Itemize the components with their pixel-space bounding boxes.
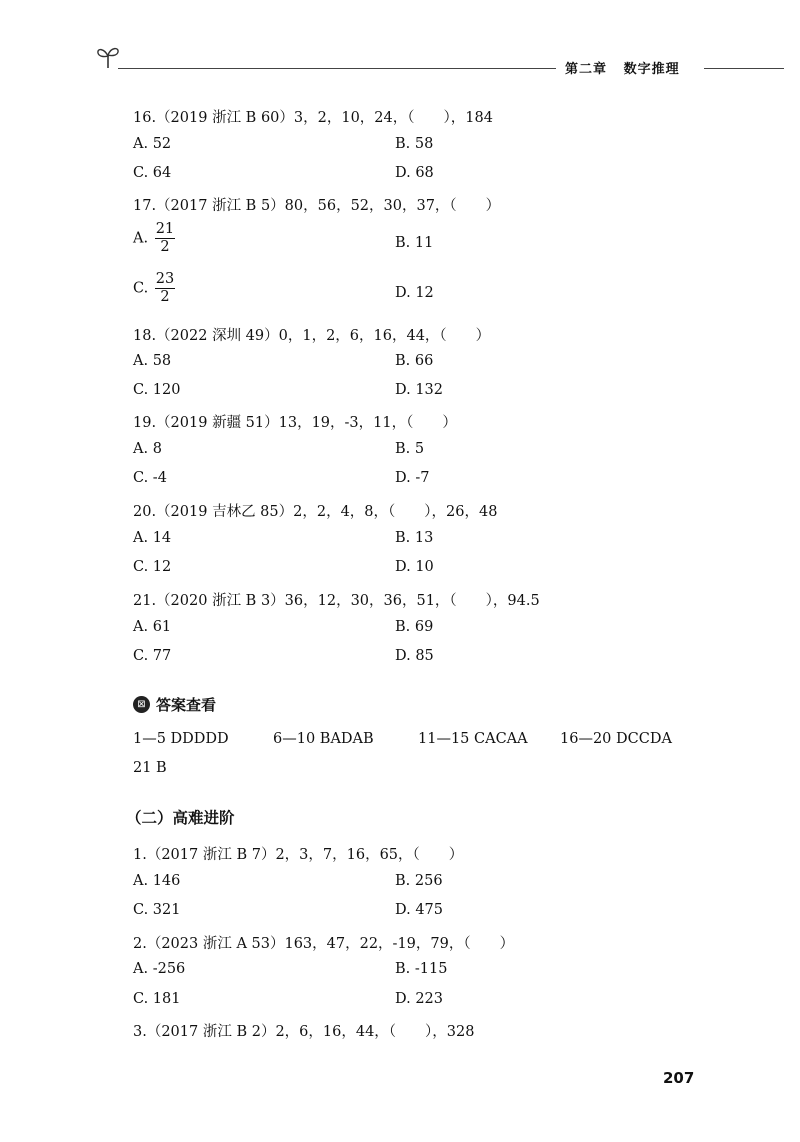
advanced-question-3-prompt: 3.（2017 浙江 B 2）2，6，16，44，（ ），328 [133,1024,475,1040]
question-18-option-a: A. 58 [133,353,172,369]
answers-group-2: 6—10 BADAB [273,731,374,747]
question-17-option-a-fraction [155,222,175,255]
question-21-option-b: B. 69 [395,619,434,635]
answers-icon-glyph: ⊠ [137,699,146,710]
question-17-option-a-label: A. [133,230,149,247]
question-18-prompt: 18.（2022 深圳 49）0，1，2，6，16，44，（ ） [133,328,491,344]
advanced-question-1-option-a: A. 146 [133,873,181,889]
question-17-option-c-label: C. [133,280,149,297]
fraction-denominator: 2 [160,239,170,256]
question-19-option-a: A. 8 [133,441,162,457]
answers-group-3: 11—15 CACAA [418,731,528,747]
question-16-prompt: 16.（2019 浙江 B 60）3，2，10，24，（ ），184 [133,110,493,126]
advanced-question-1-option-c: C. 321 [133,902,181,918]
question-21-option-a: A. 61 [133,619,172,635]
advanced-question-2-option-d: D. 223 [395,991,444,1007]
question-17-prompt: 17.（2017 浙江 B 5）80，56，52，30，37，（ ） [133,198,501,214]
question-19-option-c: C. -4 [133,470,167,486]
question-17-option-a [133,222,175,255]
advanced-question-2-option-c: C. 181 [133,991,181,1007]
fraction-denominator: 2 [160,289,170,306]
question-18-option-c: C. 120 [133,382,181,398]
question-20-prompt: 20.（2019 吉林乙 85）2，2，4，8，（ ），26，48 [133,504,498,520]
section-2-title: （二）高难进阶 [126,809,235,827]
advanced-question-2-option-b: B. -115 [395,961,448,977]
answers-title: 答案查看 [156,696,217,714]
question-21-option-d: D. 85 [395,648,434,664]
answers-heading [133,694,216,715]
answers-group-5: 21 B [133,760,167,776]
question-19-option-d: D. -7 [395,470,430,486]
header-topic: 数字推理 [623,62,680,77]
fraction-numerator: 23 [155,272,175,289]
header-sprout-icon [94,44,122,74]
question-17-option-d: D. 12 [395,285,434,301]
advanced-question-2-option-a: A. -256 [133,961,186,977]
answers-group-1: 1—5 DDDDD [133,731,229,747]
advanced-question-2-prompt: 2.（2023 浙江 A 53）163，47，22，-19，79，（ ） [133,936,515,952]
question-20-option-d: D. 10 [395,559,434,575]
fraction-numerator: 21 [155,222,175,239]
question-21-option-c: C. 77 [133,648,172,664]
question-19-option-b: B. 5 [395,441,425,457]
question-16-option-d: D. 68 [395,165,434,181]
question-17-option-c [133,272,175,305]
advanced-question-1-option-d: D. 475 [395,902,444,918]
question-19-prompt: 19.（2019 新疆 51）13，19，-3，11，（ ） [133,415,457,431]
question-18-option-b: B. 66 [395,353,434,369]
question-17-option-c-fraction [155,272,175,305]
advanced-question-1-prompt: 1.（2017 浙江 B 7）2，3，7，16，65，（ ） [133,847,464,863]
header-rule-right [704,68,784,69]
advanced-question-1-option-b: B. 256 [395,873,443,889]
question-20-option-c: C. 12 [133,559,172,575]
question-21-prompt: 21.（2020 浙江 B 3）36，12，30，36，51，（ ），94.5 [133,593,540,609]
page-number: 207 [663,1069,695,1087]
question-16-option-b: B. 58 [395,136,434,152]
question-16-option-a: A. 52 [133,136,172,152]
question-20-option-b: B. 13 [395,530,434,546]
question-20-option-a: A. 14 [133,530,172,546]
question-17-option-b: B. 11 [395,235,434,251]
question-16-option-c: C. 64 [133,165,172,181]
answers-group-4: 16—20 DCCDA [560,731,672,747]
header-chapter-title [565,58,680,77]
answers-icon [133,696,150,713]
header-rule-left [118,68,556,69]
question-18-option-d: D. 132 [395,382,444,398]
header-chapter: 第二章 [565,62,608,77]
